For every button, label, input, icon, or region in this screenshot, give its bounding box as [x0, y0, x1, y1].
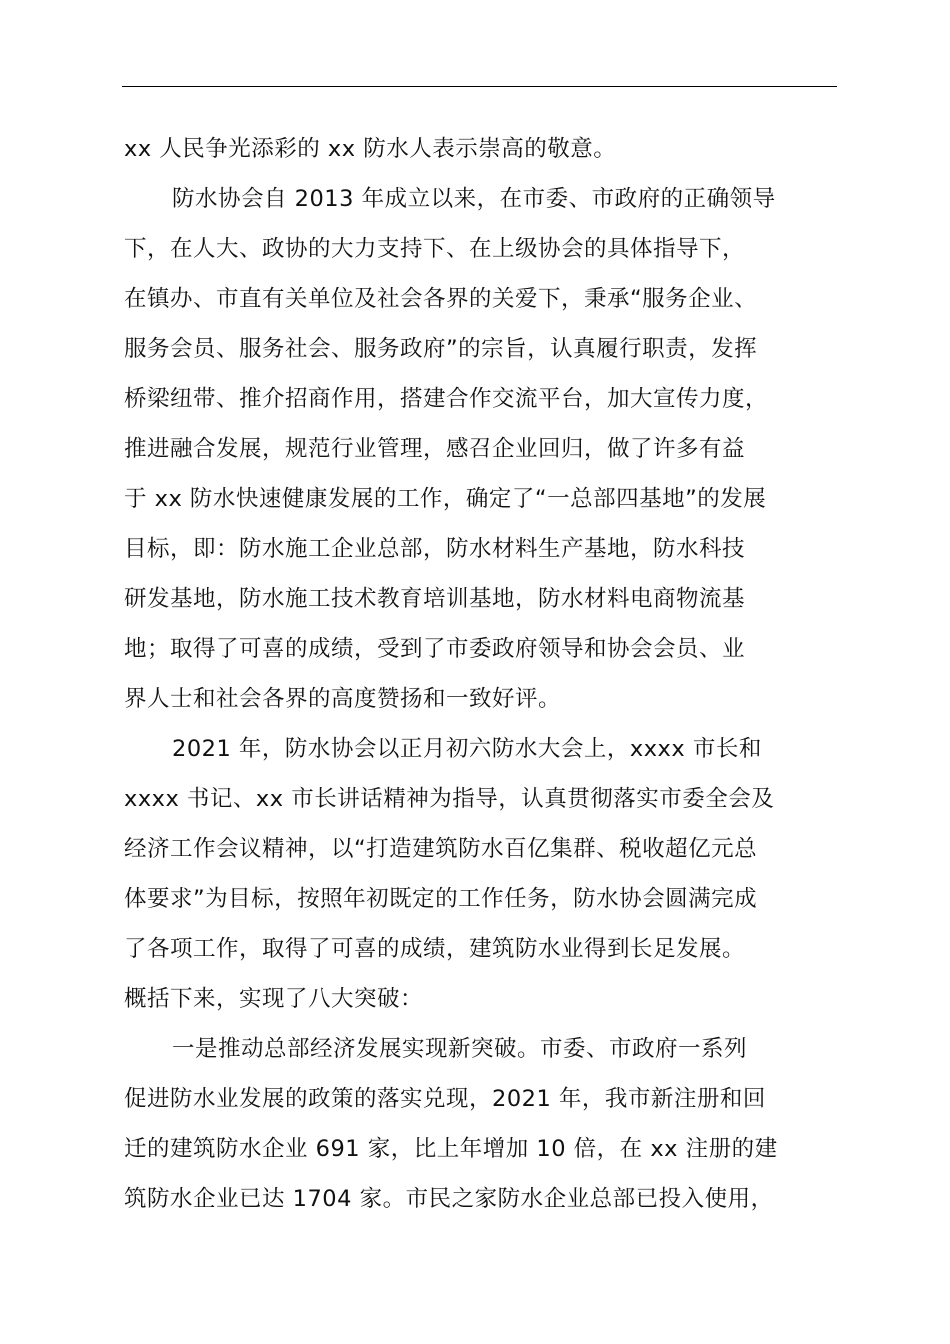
text-line: 在镇办、市直有关单位及社会各界的关爱下，秉承“服务企业、 — [124, 286, 758, 312]
body-text — [124, 124, 864, 1224]
text-line: 了各项工作，取得了可喜的成绩，建筑防水业得到长足发展。 — [124, 936, 746, 962]
text-line: xx 人民争光添彩的 xx 防水人表示崇高的敬意。 — [124, 136, 617, 162]
text-line: 推进融合发展，规范行业管理，感召企业回归，做了许多有益 — [124, 436, 746, 462]
text-line: 服务会员、服务社会、服务政府”的宗旨，认真履行职责，发挥 — [124, 336, 758, 362]
text-line: 经济工作会议精神，以“打造建筑防水百亿集群、税收超亿元总 — [124, 836, 758, 862]
text-line: 下，在人大、政协的大力支持下、在上级协会的具体指导下， — [124, 236, 746, 262]
text-line: xxxx 书记、xx 市长讲话精神为指导，认真贯彻落实市委全会及 — [124, 786, 775, 812]
text-line: 于 xx 防水快速健康发展的工作，确定了“一总部四基地”的发展 — [124, 486, 767, 512]
text-line: 2021 年，防水协会以正月初六防水大会上，xxxx 市长和 — [172, 736, 762, 762]
text-line: 地；取得了可喜的成绩，受到了市委政府领导和协会会员、业 — [124, 636, 746, 662]
text-line: 筑防水企业已达 1704 家。市民之家防水企业总部已投入使用， — [124, 1186, 774, 1212]
text-line: 迁的建筑防水企业 691 家，比上年增加 10 倍，在 xx 注册的建 — [124, 1136, 778, 1162]
text-line: 目标，即：防水施工企业总部，防水材料生产基地，防水科技 — [124, 536, 746, 562]
text-line: 一是推动总部经济发展实现新突破。市委、市政府一系列 — [172, 1036, 748, 1062]
text-line: 研发基地，防水施工技术教育培训基地，防水材料电商物流基 — [124, 586, 746, 612]
text-line: 促进防水业发展的政策的落实兑现，2021 年，我市新注册和回 — [124, 1086, 766, 1112]
text-line: 概括下来，实现了八大突破： — [124, 986, 424, 1012]
text-line: 防水协会自 2013 年成立以来，在市委、市政府的正确领导 — [172, 186, 776, 212]
header-rule — [122, 86, 837, 87]
text-line: 界人士和社会各界的高度赞扬和一致好评。 — [124, 686, 562, 712]
text-line: 桥梁纽带、推介招商作用，搭建合作交流平台，加大宣传力度， — [124, 386, 769, 412]
text-line: 体要求”为目标，按照年初既定的工作任务，防水协会圆满完成 — [124, 886, 758, 912]
